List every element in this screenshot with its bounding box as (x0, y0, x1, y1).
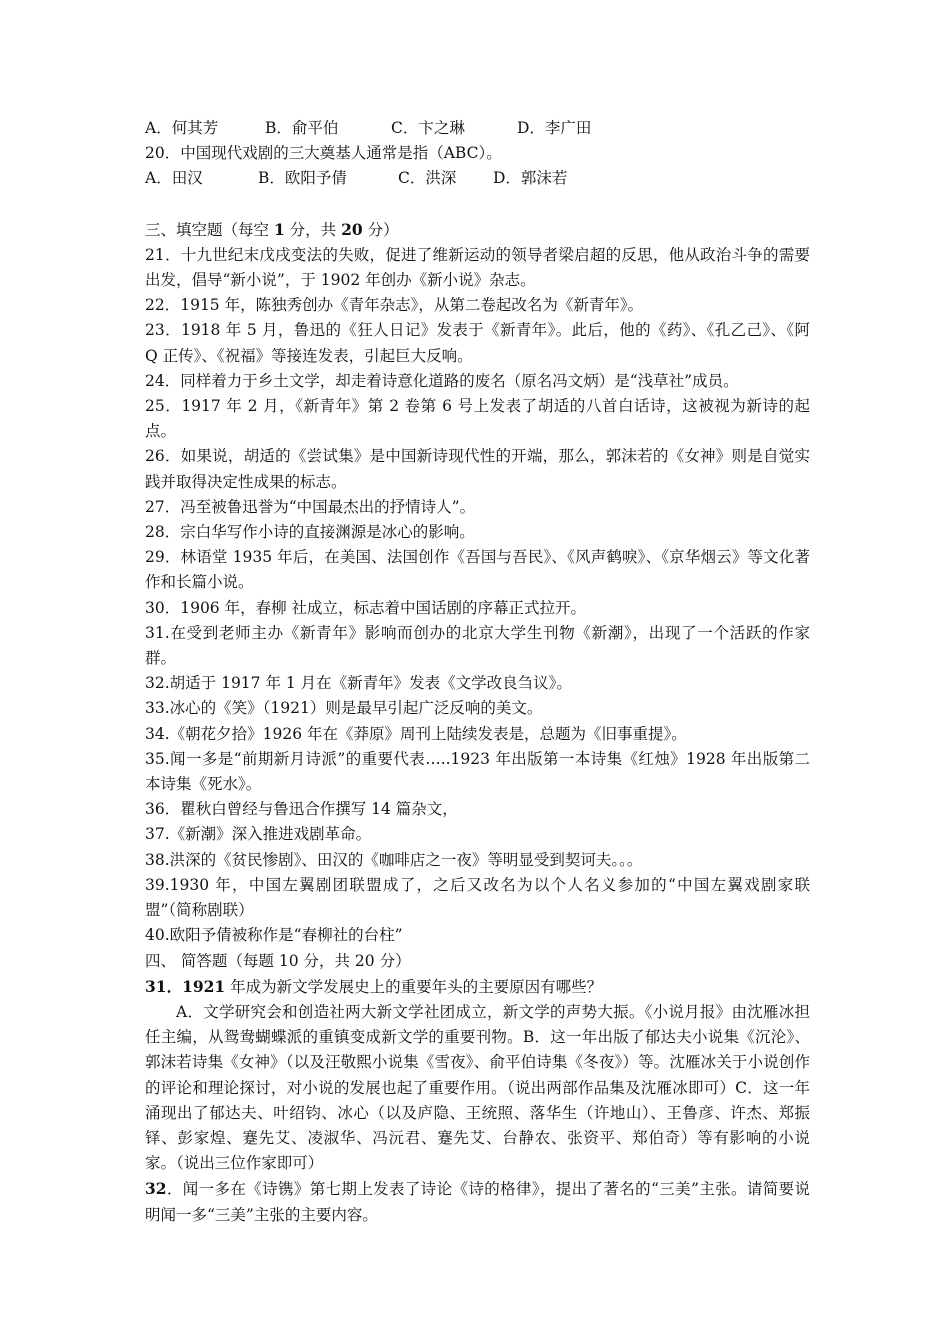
q20-options (145, 166, 810, 191)
section3-total-points: 20 (341, 219, 363, 239)
section4-heading: 四、 简答题（每题 10 分，共 20 分） (145, 951, 411, 970)
q31-stem-text: 年成为新文学发展史上的重要年头的主要原因有哪些？ (225, 977, 603, 996)
q20-stem: 20．中国现代戏剧的三大奠基人通常是指（ABC）。 (145, 144, 502, 163)
fill-item: 22．1915 年，陈独秀创办《青年杂志》，从第二卷起改名为《新青年》。 (145, 296, 644, 315)
fill-item: 34.《朝花夕拾》1926 年在《莽原》周刊上陆续发表是，总题为《旧事重提》。 (145, 724, 687, 743)
fill-item: 32.胡适于 1917 年 1 月在《新青年》发表《文学改良刍议》。 (145, 674, 572, 693)
q19-option-b: B．俞平伯 (265, 119, 339, 137)
fill-item: 28．宗白华写作小诗的直接渊源是冰心的影响。 (145, 523, 475, 542)
section3-heading (145, 217, 810, 243)
fill-item: 25．1917 年 2 月，《新青年》第 2 卷第 6 号上发表了胡适的八首白话诗，这被视为新诗的起点。 (145, 397, 810, 441)
fill-item: 37.《新潮》深入推进戏剧革命。 (145, 825, 372, 844)
q20-option-d: D．郭沫若 (493, 169, 568, 188)
fill-item: 39.1930 年，中国左翼剧团联盟成了，之后又改名为以个人名义参加的“中国左翼戏剧家联盟”（简称剧联） (145, 875, 810, 920)
section3-heading-text-mid: 分，共 (284, 220, 342, 239)
fill-item: 24．同样着力于乡土文学，却走着诗意化道路的废名（原名冯文炳）是“浅草社”成员。 (145, 371, 739, 390)
section3-points-per-blank: 1 (273, 219, 285, 239)
fill-item: 27．冯至被鲁迅誉为“中国最杰出的抒情诗人”。 (145, 497, 476, 516)
fill-item: 35.闻一多是“前期新月诗派”的重要代表…..1923 年出版第一本诗集《红烛》1928 年出版第二本诗集《死水》。 (145, 749, 810, 794)
fill-item: 21．十九世纪末戊戌变法的失败，促进了维新运动的领导者梁启超的反思，他从政治斗争的需要出发，倡导“新小说”，于 1902 年创办《新小说》杂志。 (145, 245, 810, 290)
fill-item: 26．如果说，胡适的《尝试集》是中国新诗现代性的开端，那么，郭沫若的《女神》则是自觉实践并取得决定性成果的标志。 (145, 447, 810, 491)
blank-line (145, 192, 810, 217)
q20-option-a: A．田汉 (145, 169, 203, 188)
fill-item: 23．1918 年 5 月，鲁迅的《狂人日记》发表于《新青年》。此后，他的《药》、《孔乙己》、《阿 Q 正传》、《祝福》等接连发表，引起巨大反响。 (145, 321, 810, 365)
fill-item: 29．林语堂 1935 年后，在美国、法国创作《吾国与吾民》、《风声鹤唳》、《京华烟云》等文化著作和长篇小说。 (145, 548, 810, 592)
q19-option-d: D．李广田 (517, 119, 592, 137)
fill-item: 33.冰心的《笑》（1921）则是最早引起广泛反响的美文。 (145, 699, 543, 718)
q32-number: 32 (145, 1179, 167, 1199)
q19-option-a: A．何其芳 (145, 119, 219, 137)
q31-number: 31．1921 (145, 976, 226, 996)
fill-item: 31.在受到老师主办《新青年》影响而创办的北京大学生刊物《新潮》，出现了一个活跃的作家群。 (145, 623, 810, 668)
q32-stem (145, 1176, 810, 1227)
document-body (145, 116, 810, 1228)
fill-item: 40.欧阳予倩被称作是“春柳社的台柱” (145, 926, 403, 945)
section3-heading-text-end: 分） (362, 220, 399, 239)
q20-option-c: C．洪深 (398, 169, 457, 188)
q31-answer: A．文学研究会和创造社两大新文学社团成立，新文学的声势大振。《小说月报》由沈雁冰担任主编，从鸳鸯蝴蝶派的重镇变成新文学的重要刊物。B．这一年出版了郁达夫小说集《沉沦》、郭沫若诗集《女神》（以及汪敬熙小说集《雪夜》、俞平伯诗集《冬夜》）等。沈雁冰关于小说创作的评论和理论探讨，对小说的发展也起了重要作用。（说出两部作品集及沈雁冰即可）C．这一年涌现出了郁达夫、叶绍钧、冰心（以及庐隐、王统照、落华生（许地山）、王鲁彦、许杰、郑振铎、彭家煌、蹇先艾、凌淑华、冯沅君、蹇先艾、台静农、张资平、郑伯奇）等有影响的小说家。（说出三位作家即可） (145, 1002, 810, 1173)
q19-options (145, 116, 810, 141)
q19-option-c: C．卞之琳 (391, 119, 465, 137)
q32-stem-text: ．闻一多在《诗镌》第七期上发表了诗论《诗的格律》，提出了著名的“三美”主张。请简要说明闻一多“三美”主张的主要内容。 (145, 1180, 810, 1224)
section3-heading-text: 三、填空题（每空 (145, 220, 274, 239)
q31-stem (145, 974, 810, 1000)
fill-item: 30．1906 年，春柳 社成立，标志着中国话剧的序幕正式拉开。 (145, 598, 587, 617)
fill-item: 36．瞿秋白曾经与鲁迅合作撰写 14 篇杂文， (145, 800, 458, 819)
q20-option-b: B．欧阳予倩 (258, 169, 347, 188)
fill-item: 38.洪深的《贫民惨剧》、田汉的《咖啡店之一夜》等明显受到契诃夫。。。 (145, 850, 643, 869)
